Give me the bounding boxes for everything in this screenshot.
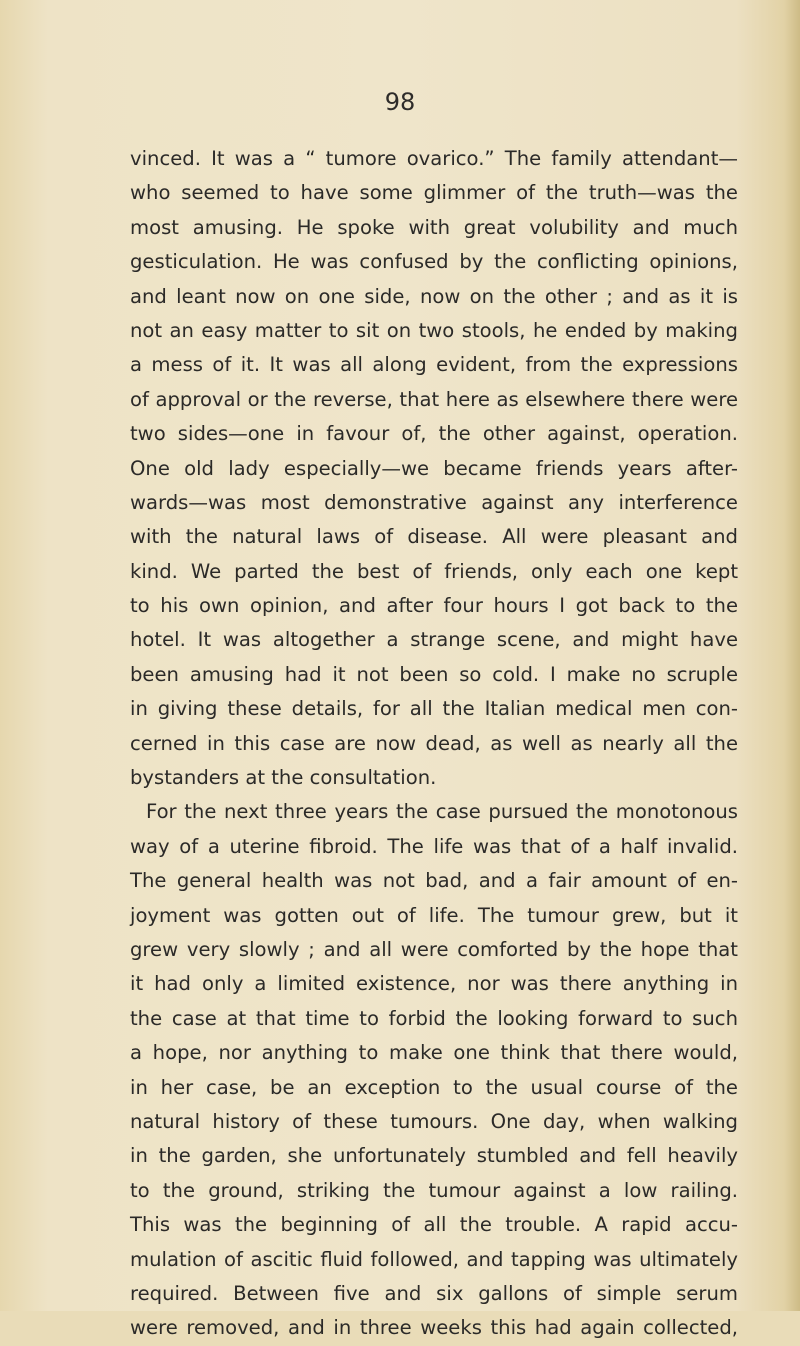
- text-line: This was the beginning of all the trouble. A rapid accu-: [130, 1213, 738, 1237]
- text-line: in her case, be an exception to the usual course of the: [130, 1075, 738, 1099]
- text-line: The general health was not bad, and a fair amount of en-: [130, 869, 738, 893]
- text-line: bystanders at the consultation.: [130, 766, 437, 790]
- text-line: to the ground, striking the tumour against a low railing.: [130, 1178, 738, 1202]
- text-line: to his own opinion, and after four hours I got back to the: [130, 594, 738, 618]
- text-line: wards—was most demonstrative against any interference: [130, 490, 738, 514]
- text-line: in giving these details, for all the Italian medical men con-: [130, 697, 738, 721]
- text-line: two sides—one in favour of, the other against, operation.: [130, 422, 738, 446]
- text-line: required. Between five and six gallons of simple serum: [130, 1281, 738, 1305]
- text-line: in the garden, she unfortunately stumbled and fell heavily: [130, 1144, 738, 1168]
- page-number: 98: [384, 88, 416, 116]
- text-line: joyment was gotten out of life. The tumour grew, but it: [130, 903, 738, 927]
- text-line: mulation of ascitic fluid followed, and tapping was ultimately: [130, 1247, 738, 1271]
- text-line: a hope, nor anything to make one think that there would,: [130, 1041, 738, 1065]
- body-text: [130, 142, 738, 1346]
- text-line: with the natural laws of disease. All were pleasant and: [130, 525, 738, 549]
- text-line: it had only a limited existence, nor was there anything in: [130, 972, 738, 996]
- text-line: and leant now on one side, now on the other ; and as it is: [130, 284, 738, 308]
- text-line: One old lady especially—we became friends years after-: [130, 456, 738, 480]
- text-line: the case at that time to forbid the looking forward to such: [130, 1006, 738, 1030]
- text-line: kind. We parted the best of friends, only each one kept: [130, 559, 738, 583]
- text-line: a mess of it. It was all along evident, from the expressions: [130, 353, 738, 377]
- text-line: grew very slowly ; and all were comforted by the hope that: [130, 937, 738, 961]
- text-line: not an easy matter to sit on two stools, he ended by making: [130, 318, 738, 342]
- text-line: been amusing had it not been so cold. I make no scruple: [130, 662, 738, 686]
- text-line: natural history of these tumours. One day, when walking: [130, 1109, 738, 1133]
- text-line: vinced. It was a “ tumore ovarico.” The family attendant—: [130, 147, 738, 170]
- text-line: most amusing. He spoke with great volubility and much: [130, 215, 738, 239]
- text-line: way of a uterine fibroid. The life was that of a half invalid.: [130, 834, 738, 858]
- text-line: were removed, and in three weeks this had again collected,: [130, 1316, 738, 1340]
- text-line: gesticulation. He was confused by the conflicting opinions,: [130, 250, 738, 274]
- text-line: of approval or the reverse, that here as elsewhere there were: [130, 387, 738, 411]
- text-line: hotel. It was altogether a strange scene, and might have: [130, 628, 738, 652]
- text-line: cerned in this case are now dead, as well as nearly all the: [130, 731, 738, 755]
- text-line: For the next three years the case pursued the monotonous: [146, 800, 738, 824]
- text-line: who seemed to have some glimmer of the truth—was the: [130, 181, 738, 205]
